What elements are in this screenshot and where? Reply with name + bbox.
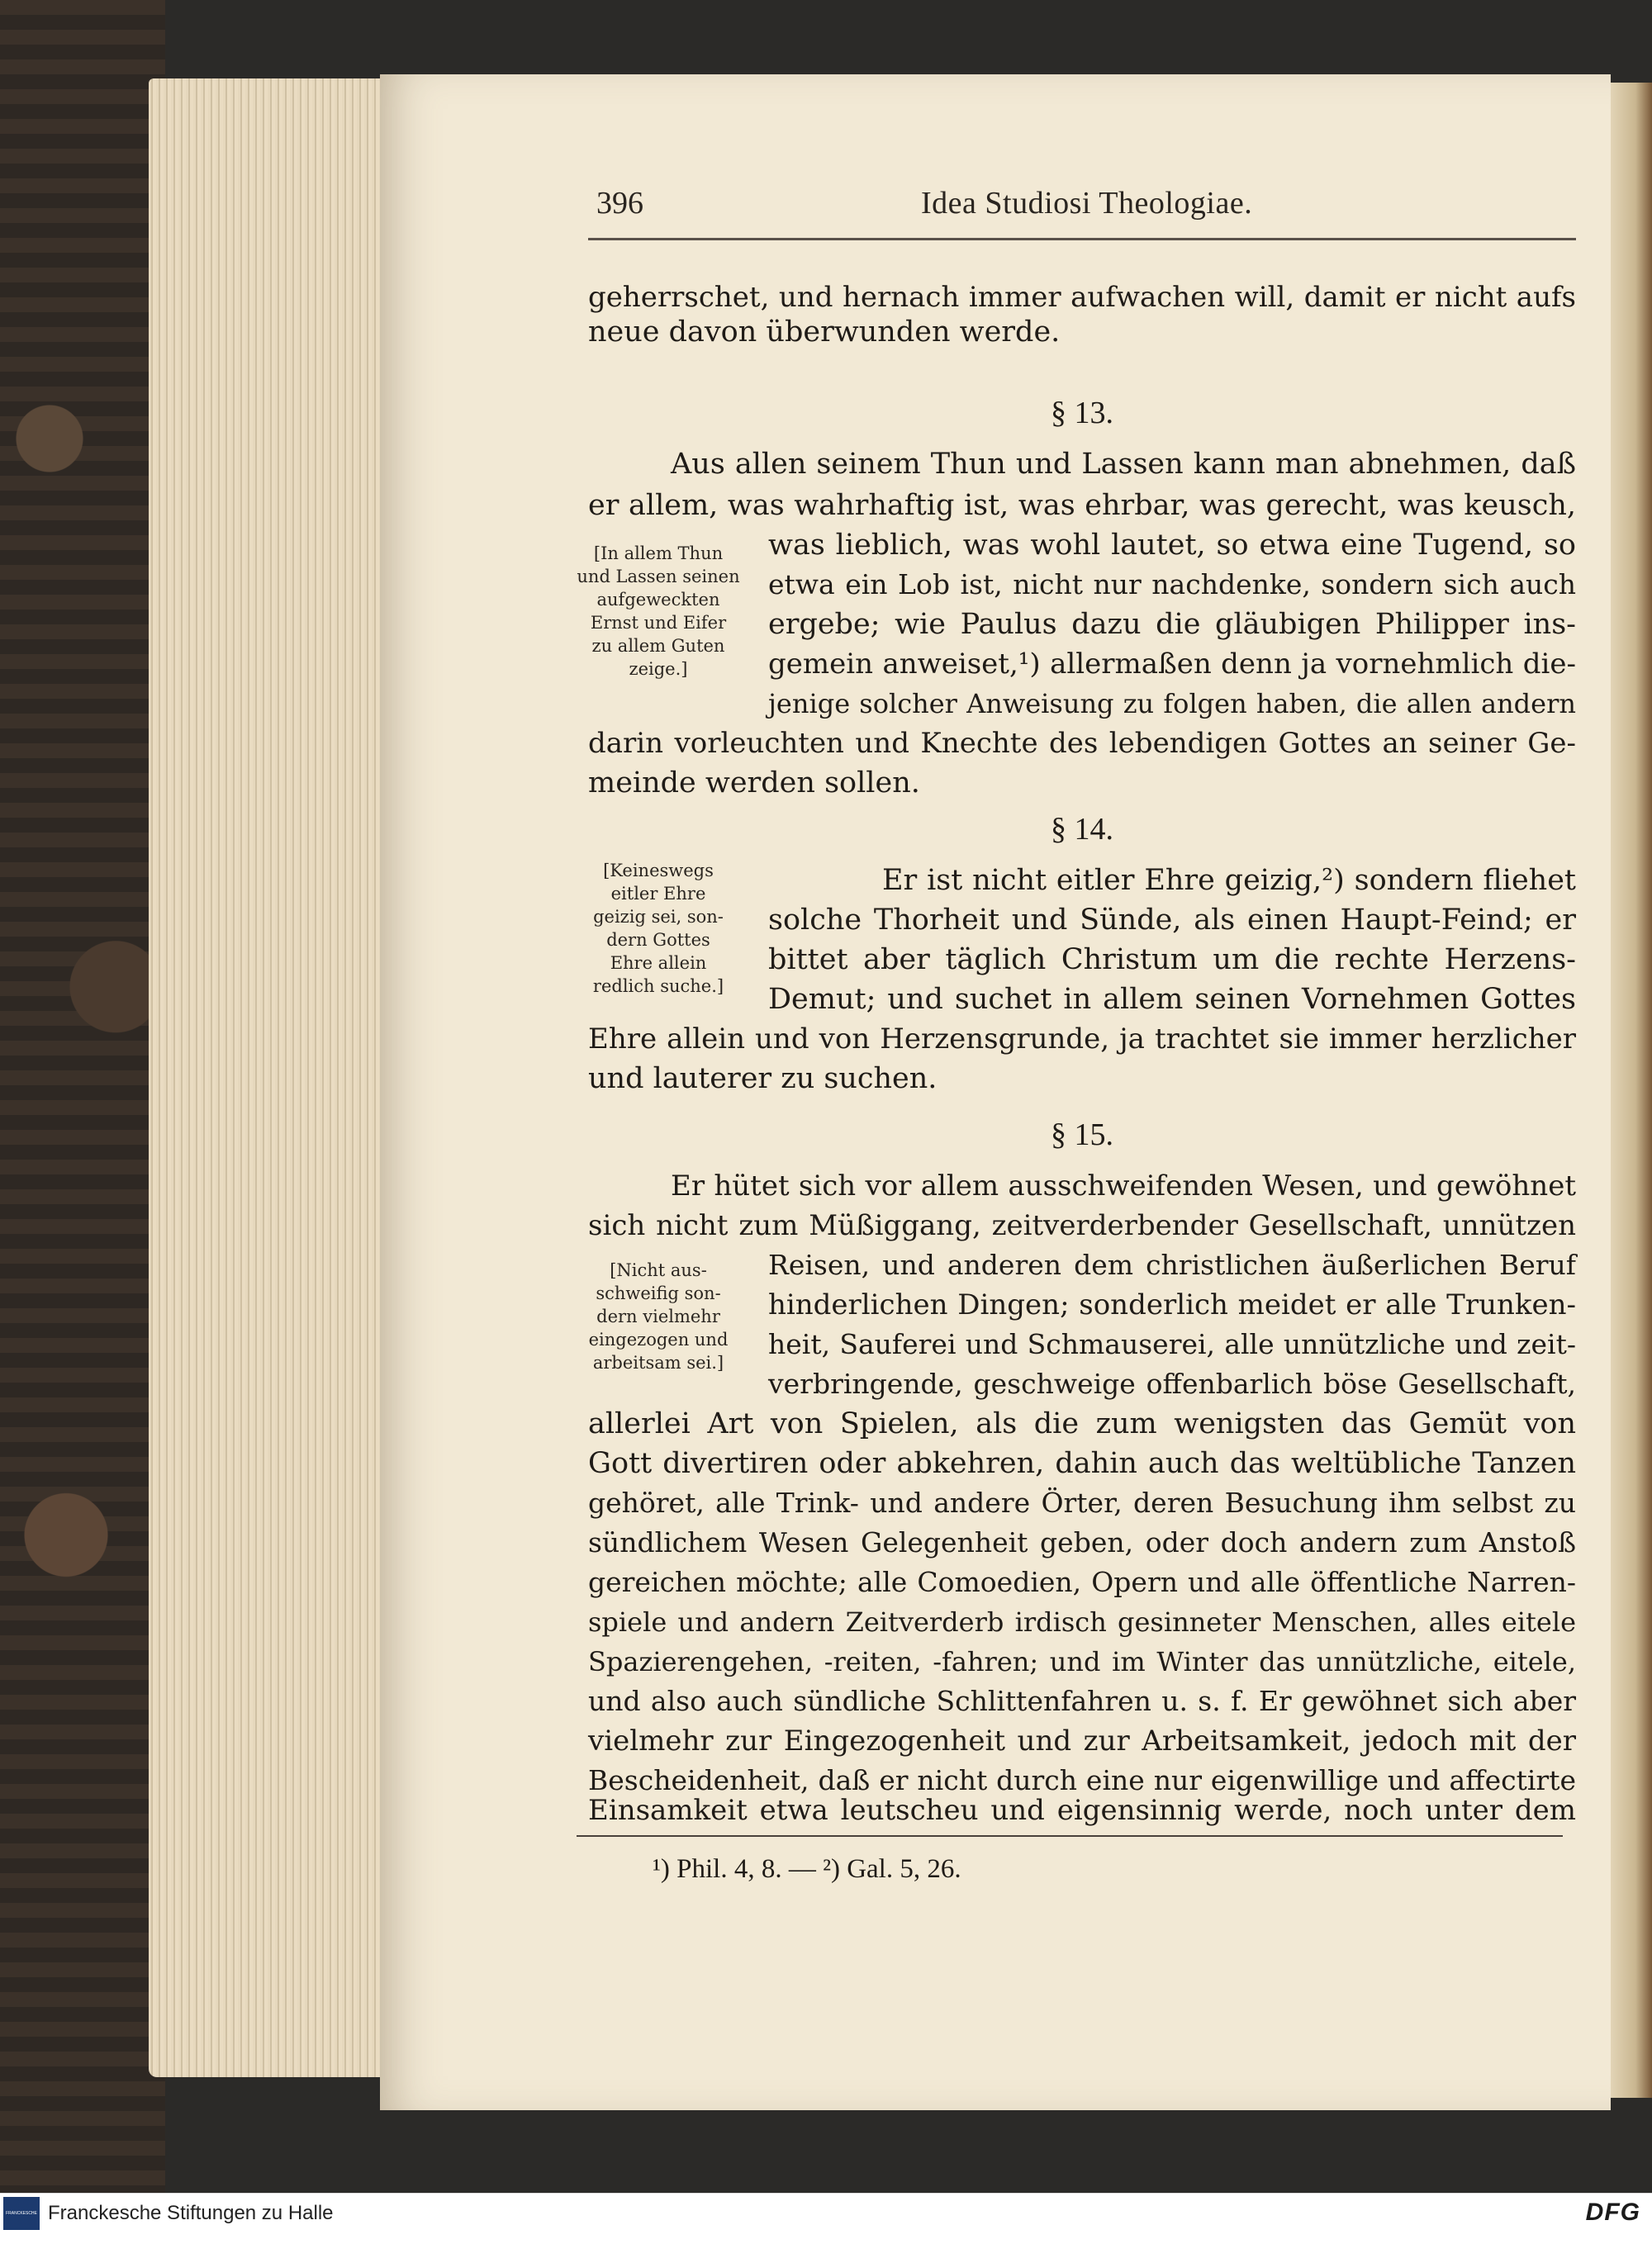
text-line: Demut; und suchet in allem seinen Vornehmen Gottes [768,983,1576,1016]
institution-name: Franckesche Stiftungen zu Halle [48,2202,334,2224]
text-line: Spazierengehen, -reiten, -fahren; und im Winter das unnützliche, eitele, [588,1646,1576,1677]
right-page-edge [1611,83,1652,2098]
margin-note-15: [Nicht aus- schweifig son- dern vielmehr eingezogen und arbeitsam sei.] [588,1260,729,1373]
text-line: Reisen, und anderen dem christlichen äußerlichen Beruf [768,1249,1576,1281]
text-line: was lieblich, was wohl lautet, so etwa eine Tugend, so [768,529,1576,562]
text-line: solche Thorheit und Sünde, als einen Haupt-Feind; er [768,904,1576,937]
text-line: er allem, was wahrhaftig ist, was ehrbar, was gerecht, was keusch, [588,489,1576,522]
text-line: ergebe; wie Paulus dazu die gläubigen Philipper ins- [768,608,1576,641]
text-line: Aus allen seinem Thun und Lassen kann man abnehmen, daß [671,448,1576,481]
text-line: meinde werden sollen. [588,766,920,799]
text-line: Gott divertiren oder abkehren, dahin auch das weltübliche Tanzen [588,1447,1576,1480]
viewer-footer [0,2193,1652,2249]
text-line: Er hütet sich vor allem ausschweifenden Wesen, und gewöhnet [671,1169,1576,1203]
text-line: neue davon überwunden werde. [588,315,1061,349]
text-line: Er ist nicht eitler Ehre geizig,²) sondern fliehet [882,864,1576,897]
text-line: heit, Sauferei und Schmauserei, alle unnützliche und zeit- [768,1328,1576,1360]
text-line: jenige solcher Anweisung zu folgen haben, die allen andern [768,688,1576,719]
header-rule [588,238,1576,240]
page-edges [149,78,388,2077]
text-line: darin vorleuchten und Knechte des lebendigen Gottes an seiner Ge- [588,727,1576,760]
section-heading-15: § 15. [1051,1117,1113,1152]
dfg-logo: DFG [1585,2199,1640,2226]
text-line: geherrschet, und hernach immer aufwachen will, damit er nicht aufs [588,281,1576,314]
text-line: vielmehr zur Eingezogenheit und zur Arbeitsamkeit, jedoch mit der [588,1725,1576,1758]
section-heading-14: § 14. [1051,812,1113,847]
text-line: und also auch sündliche Schlittenfahren u. s. f. Er gewöhnet sich aber [588,1685,1576,1717]
text-line: gereichen möchte; alle Comoedien, Opern und alle öffentliche Narren- [588,1566,1576,1598]
text-line: Ehre allein und von Herzensgrunde, ja trachtet sie immer herzlicher [588,1022,1576,1056]
running-title: Idea Studiosi Theologiae. [921,186,1253,221]
text-line: Bescheidenheit, daß er nicht durch eine nur eigenwillige und affectirte [588,1764,1576,1796]
text-line: gemein anweiset,¹) allermaßen denn ja vornehmlich die- [768,648,1576,681]
text-line: gehöret, alle Trink- und andere Örter, deren Besuchung ihm selbst zu [588,1487,1576,1519]
text-line: sich nicht zum Müßiggang, zeitverderbender Gesellschaft, unnützen [588,1209,1576,1242]
footnote: ¹) Phil. 4, 8. — ²) Gal. 5, 26. [653,1854,961,1884]
text-line: allerlei Art von Spielen, als die zum wenigsten das Gemüt von [588,1407,1576,1440]
text-line: bittet aber täglich Christum um die rechte Herzens- [768,943,1576,976]
institution-logo: FRANCKESCHE STIFTUNGEN [3,2197,40,2230]
text-line: verbringende, geschweige offenbarlich böse Gesellschaft, [768,1368,1576,1400]
margin-note-14: [Keineswegs eitler Ehre geizig sei, son- dern Gottes Ehre allein redlich suche.] [592,861,724,996]
text-line: hinderlichen Dingen; sonderlich meidet er alle Trunken- [768,1288,1576,1321]
book-spine [0,0,165,2193]
page-number: 396 [596,186,643,221]
text-line: Einsamkeit etwa leutscheu und eigensinnig werde, noch unter dem [588,1794,1576,1827]
text-line: und lauterer zu suchen. [588,1062,938,1095]
section-heading-13: § 13. [1051,396,1113,430]
text-line: etwa ein Lob ist, nicht nur nachdenke, sondern sich auch [768,568,1576,600]
margin-note-13: [In allem Thun und Lassen seinen aufgeweckten Ernst und Eifer zu allem Guten zeige.] [577,543,740,679]
text-line: sündlichem Wesen Gelegenheit geben, oder doch andern zum Anstoß [588,1526,1576,1558]
page-header [588,180,1576,230]
text-line: spiele und andern Zeitverderb irdisch gesinneter Menschen, alles eitele [588,1606,1576,1638]
footnote-rule [577,1835,1563,1837]
